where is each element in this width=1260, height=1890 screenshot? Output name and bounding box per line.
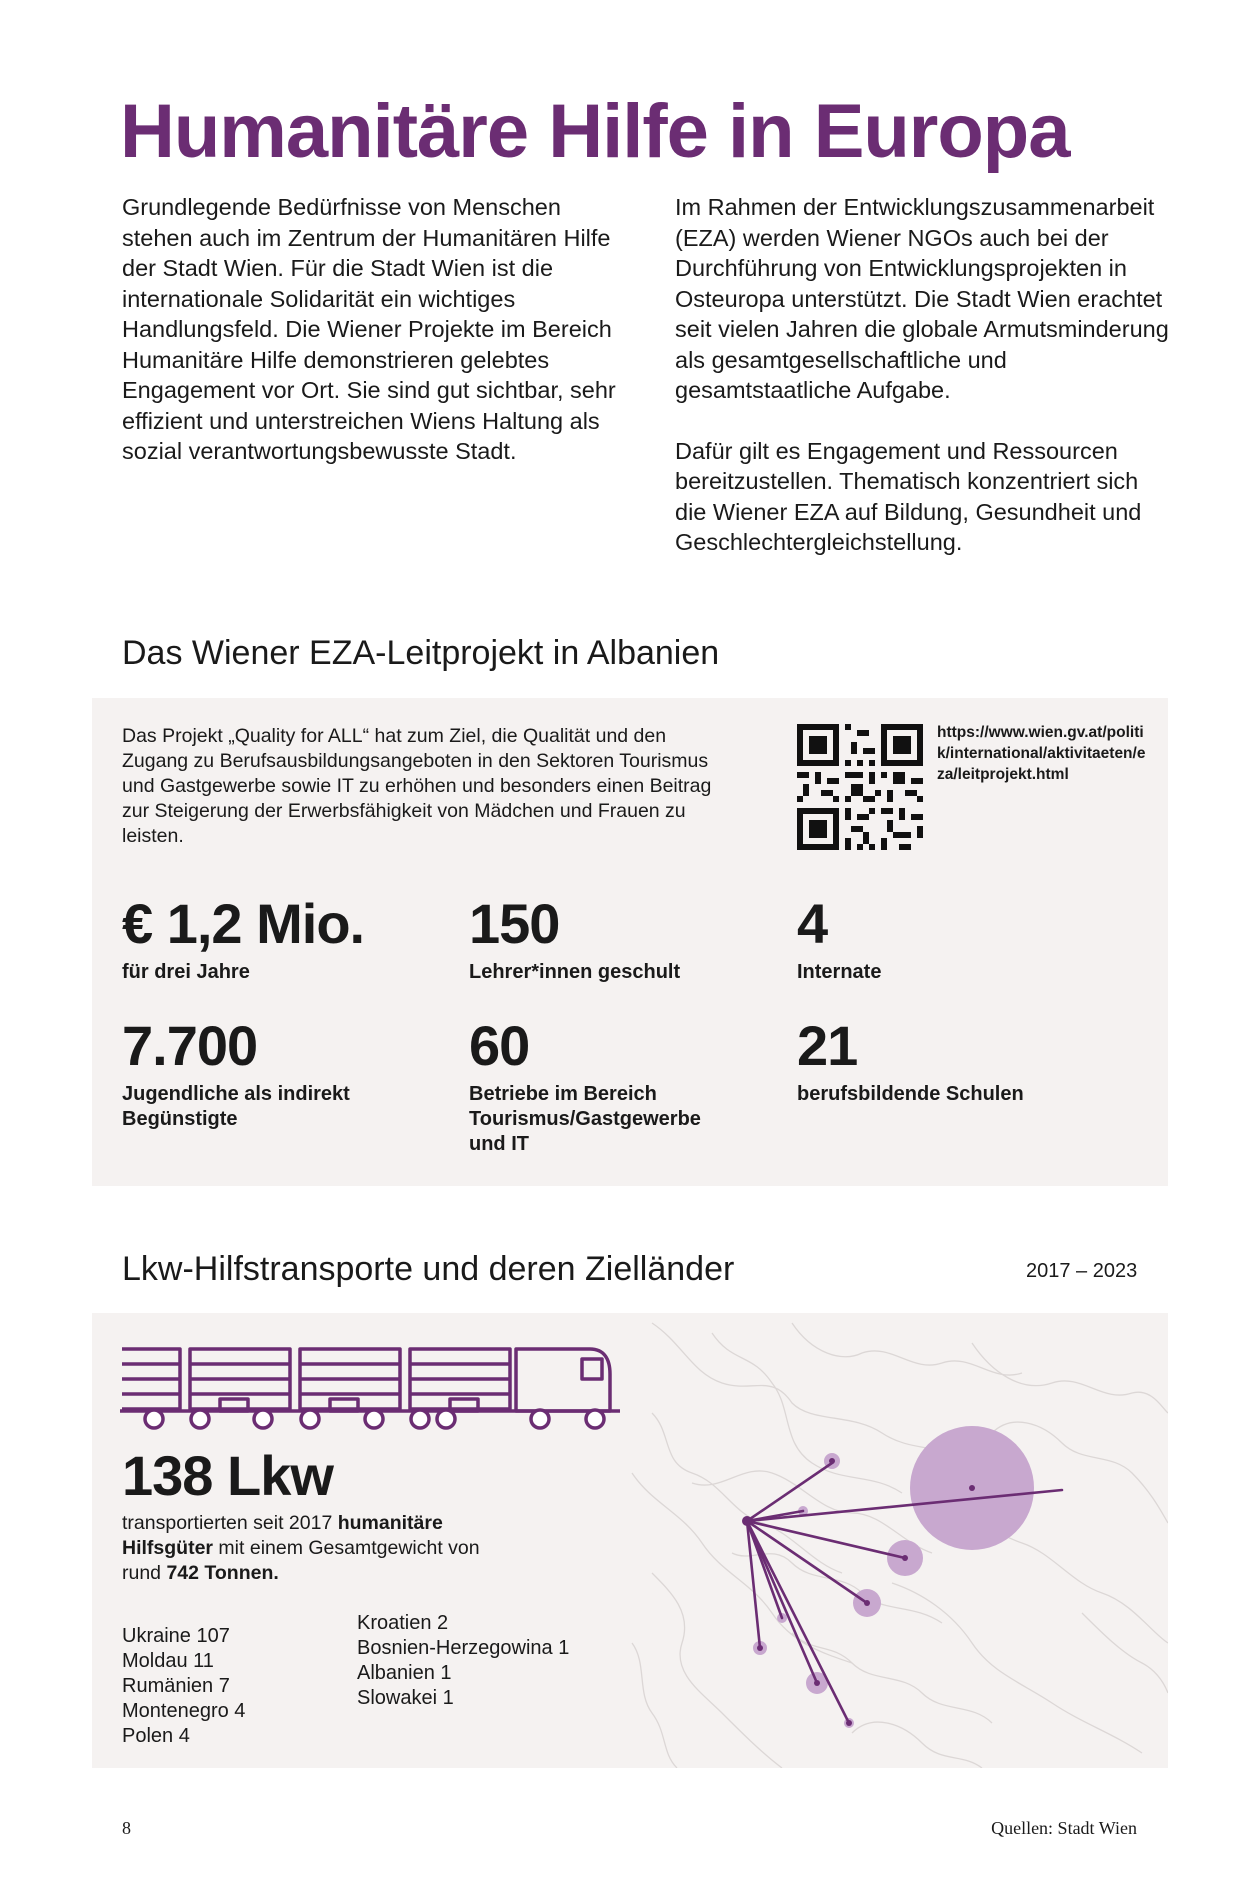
eza-heading: Das Wiener EZA-Leitprojekt in Albanien	[122, 634, 720, 672]
lkw-years: 2017 – 2023	[1026, 1260, 1138, 1282]
stat-number: 60	[469, 1014, 530, 1077]
list-item: Albanien 1	[357, 1662, 452, 1684]
eza-description: Das Projekt „Quality for ALL“ hat zum Ziel, die Qualität und den Zugang zu Berufsausbildungsangeboten in den Sektoren Tourismus und Gastgewerbe sowie IT zu erhöhen und besonders einen Beitrag zur Steigerung der Erwerbsfähigkeit von Mädchen und Frauen zu leisten.	[122, 725, 712, 847]
intro-right-text-1: Im Rahmen der Entwicklungszusammenarbeit (EZA) werden Wiener NGOs auch bei der Durchführung von Entwicklungsprojekten in Osteuropa unterstützt. Die Stadt Wien erachtet seit vielen Jahren die globale Armutsminderung als gesamtgesellschaftliche und gesamtstaatliche Aufgabe.	[675, 194, 1169, 403]
intro-right-text-2: Dafür gilt es Engagement und Ressourcen bereitzustellen. Thematisch konzentriert sich die Wiener EZA auf Bildung, Gesundheit und Geschlechtergleichstellung.	[675, 437, 1142, 555]
list-item: Moldau 11	[122, 1650, 214, 1672]
stat-label: für drei Jahre	[122, 961, 250, 983]
list-item: Kroatien 2	[357, 1612, 449, 1634]
list-item: Ukraine 107	[122, 1625, 230, 1647]
stat-number: € 1,2 Mio.	[122, 892, 365, 955]
page-title: Humanitäre Hilfe in Europa	[120, 89, 1070, 174]
stat-number: 21	[797, 1014, 858, 1077]
stat-label: Betriebe im Bereich Tourismus/Gastgewerbe und IT	[469, 1083, 701, 1155]
source-note: Quellen: Stadt Wien	[991, 1818, 1137, 1838]
stat-budget	[122, 894, 422, 985]
stat-youth	[122, 1016, 422, 1132]
qr-code-icon[interactable]	[797, 724, 923, 850]
lkw-heading: Lkw-Hilfstransporte und deren Zielländer	[122, 1250, 735, 1288]
stat-label: Lehrer*innen geschult	[469, 961, 681, 983]
truck-text-part: transportierten seit 2017	[122, 1512, 338, 1534]
stat-label: Internate	[797, 961, 882, 983]
stat-number: 7.700	[122, 1014, 258, 1077]
qr-url-link[interactable]: https://www.wien.gv.at/politik/international/aktivitaeten/eza/leitprojekt.html	[937, 724, 1146, 783]
list-item: Polen 4	[122, 1725, 190, 1747]
list-item: Bosnien-Herzegowina 1	[357, 1637, 570, 1659]
truck-count: 138 Lkw	[122, 1444, 333, 1507]
stat-teachers	[469, 894, 769, 985]
stat-boarding-schools	[797, 894, 1097, 985]
list-item: Slowakei 1	[357, 1687, 454, 1709]
country-list-1	[122, 1624, 245, 1749]
intro-right-column	[675, 192, 1175, 588]
stat-label: Jugendliche als indirekt Begünstigte	[122, 1083, 350, 1130]
page-number: 8	[122, 1818, 131, 1838]
stat-number: 150	[469, 892, 560, 955]
truck-text-part: mit einem Gesamtgewicht von rund	[122, 1537, 480, 1584]
country-list-2	[357, 1611, 569, 1711]
truck-description	[122, 1511, 502, 1586]
eza-panel	[92, 698, 1168, 1186]
intro-left-column	[122, 192, 622, 497]
lkw-panel	[92, 1313, 1168, 1768]
list-item: Rumänien 7	[122, 1675, 230, 1697]
list-item: Montenegro 4	[122, 1700, 246, 1722]
intro-left-text: Grundlegende Bedürfnisse von Menschen stehen auch im Zentrum der Humanitären Hilfe der Stadt Wien. Für die Stadt Wien ist die internationale Solidarität ein wichtiges Handlungsfeld. Die Wiener Projekte im Bereich Humanitäre Hilfe demonstrieren gelebtes Engagement vor Ort. Sie sind gut sichtbar, sehr effizient und unterstreichen Wiens Haltung als sozial verantwortungsbewusste Stadt.	[122, 194, 616, 464]
truck-text-bold: humanitäre Hilfsgüter	[122, 1512, 443, 1559]
stat-label: berufsbildende Schulen	[797, 1083, 1024, 1105]
stat-number: 4	[797, 892, 828, 955]
truck-icon	[120, 1339, 640, 1435]
stat-businesses	[469, 1016, 739, 1157]
truck-text-bold: 742 Tonnen.	[166, 1562, 279, 1584]
stat-vocational-schools	[797, 1016, 1097, 1107]
